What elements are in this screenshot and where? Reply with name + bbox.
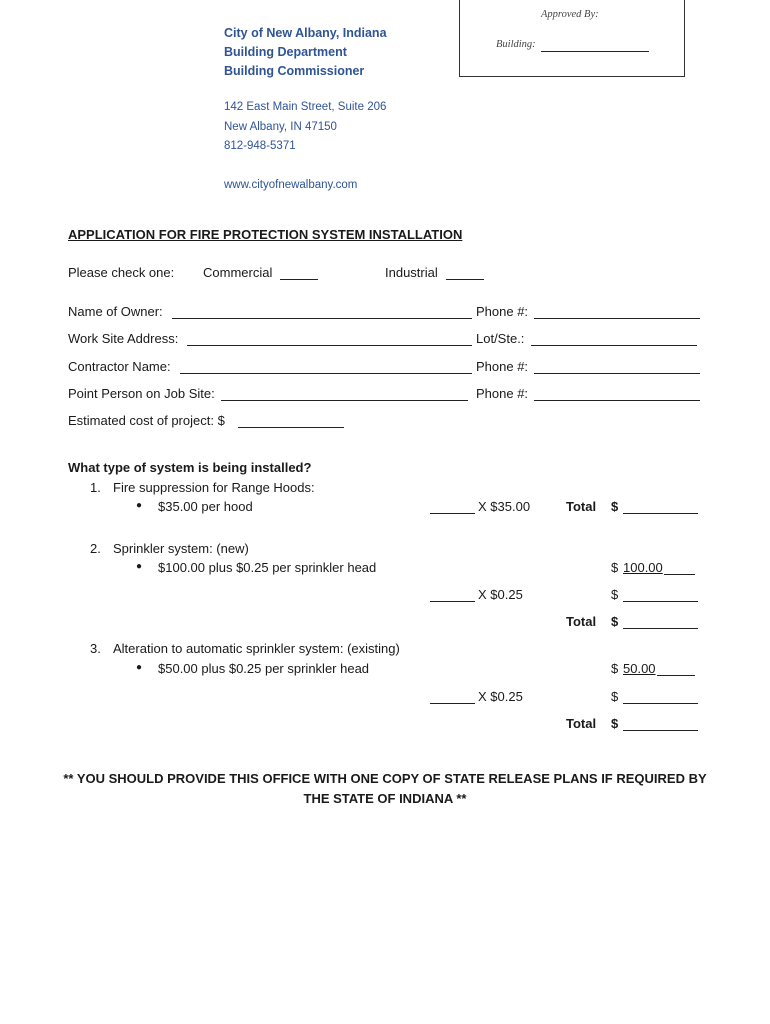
commercial-checkbox-line[interactable] [280,279,318,280]
item-2-rate: $100.00 plus $0.25 per sprinkler head [158,560,377,575]
point-person-label: Point Person on Job Site: [68,386,215,401]
item-1-multiplier: X $35.00 [478,499,531,514]
point-person-field[interactable] [221,400,468,401]
item-3-total-dollar: $ [611,716,619,731]
item-1-number: 1. [90,480,101,495]
item-3-heads-dollar: $ [611,689,619,704]
commercial-label: Commercial [203,265,273,280]
commissioner-title: Building Commissioner [224,64,365,78]
point-person-phone-label: Phone #: [476,386,529,401]
item-2-base-amount: 100.00 [623,560,663,575]
item-3-number: 3. [90,641,101,656]
building-label: Building: [496,39,536,50]
item-3-title: Alteration to automatic sprinkler system: (existing) [113,641,400,656]
item-1-total-field[interactable] [623,513,698,514]
contractor-phone-label: Phone #: [476,359,529,374]
owner-field[interactable] [172,318,472,319]
item-3-quantity-field[interactable] [430,703,475,704]
owner-phone-field[interactable] [534,318,700,319]
work-site-field[interactable] [187,345,472,346]
item-2-total-label: Total [566,614,597,629]
item-3-total-field[interactable] [623,730,698,731]
approved-by-label: Approved By: [541,9,599,20]
item-2-title: Sprinkler system: (new) [113,541,249,556]
bullet-icon: ● [136,500,143,511]
item-3-base-amount: 50.00 [623,661,656,676]
item-1-quantity-field[interactable] [430,513,475,514]
department-name: Building Department [224,45,347,59]
contractor-label: Contractor Name: [68,359,171,374]
contractor-phone-field[interactable] [534,373,700,374]
item-3-base-dollar: $ [611,661,619,676]
item-1-dollar: $ [611,499,619,514]
industrial-label: Industrial [385,265,438,280]
system-type-question: What type of system is being installed? [68,460,312,475]
item-2-multiplier: X $0.25 [478,587,523,602]
item-2-base-dollar: $ [611,560,619,575]
bullet-icon: ● [136,662,143,673]
item-3-multiplier: X $0.25 [478,689,523,704]
address-line-2: New Albany, IN 47150 [224,121,337,133]
item-3-total-label: Total [566,716,597,731]
city-name: City of New Albany, Indiana [224,26,387,40]
contractor-field[interactable] [180,373,472,374]
item-2-heads-amount-field[interactable] [623,601,698,602]
website-link[interactable]: www.cityofnewalbany.com [224,179,358,191]
item-2-total-dollar: $ [611,614,619,629]
check-one-label: Please check one: [68,265,175,280]
item-3-rate: $50.00 plus $0.25 per sprinkler head [158,661,370,676]
bullet-icon: ● [136,561,143,572]
lot-ste-field[interactable] [531,345,697,346]
owner-label: Name of Owner: [68,304,163,319]
form-title: APPLICATION FOR FIRE PROTECTION SYSTEM INSTALLATION [68,227,463,242]
item-2-quantity-field[interactable] [430,601,475,602]
approval-box [459,0,685,77]
owner-phone-label: Phone #: [476,304,529,319]
item-2-heads-dollar: $ [611,587,619,602]
industrial-checkbox-line[interactable] [446,279,484,280]
item-2-total-field[interactable] [623,628,698,629]
item-1-total-label: Total [566,499,597,514]
point-person-phone-field[interactable] [534,400,700,401]
lot-ste-label: Lot/Ste.: [476,331,525,346]
item-3-heads-amount-field[interactable] [623,703,698,704]
item-3-base-underline [657,675,695,676]
state-plans-notice: ** YOU SHOULD PROVIDE THIS OFFICE WITH ONE COPY OF STATE RELEASE PLANS IF REQUIRED BY THE STATE OF INDIANA ** [63,771,707,806]
estimated-cost-label: Estimated cost of project: $ [68,413,225,428]
phone-number: 812-948-5371 [224,140,296,152]
building-signature-field[interactable] [541,51,649,52]
work-site-label: Work Site Address: [68,331,179,346]
estimated-cost-field[interactable] [238,427,344,428]
address-line-1: 142 East Main Street, Suite 206 [224,101,387,113]
item-1-rate: $35.00 per hood [158,499,253,514]
item-1-title: Fire suppression for Range Hoods: [113,480,315,495]
item-2-base-underline [664,574,695,575]
item-2-number: 2. [90,541,101,556]
